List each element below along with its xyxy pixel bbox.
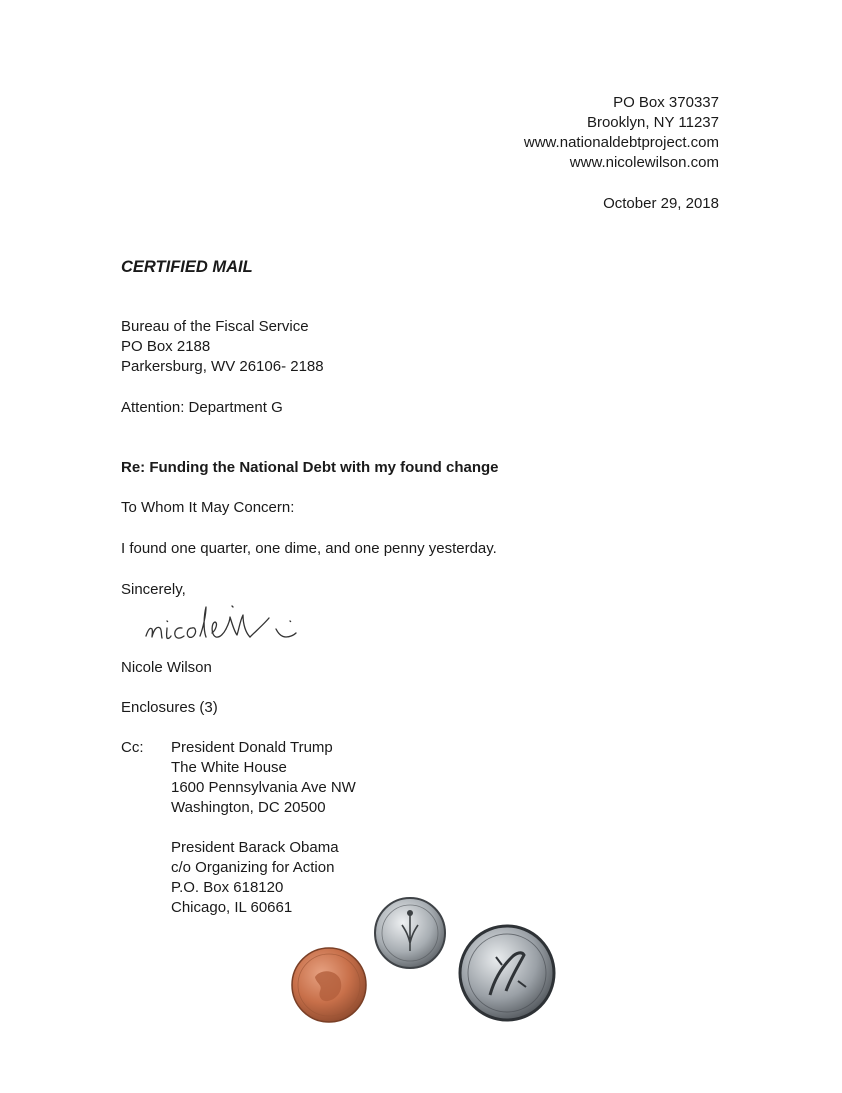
cc-recipient-line: President Barack Obama (171, 839, 339, 856)
dime-coin (375, 898, 445, 968)
recipient-address-line1: PO Box 2188 (121, 338, 211, 355)
closing: Sincerely, (121, 581, 186, 598)
cc-label: Cc: (121, 739, 144, 756)
penny-coin (292, 948, 366, 1022)
enclosures-note: Enclosures (3) (121, 699, 218, 716)
cc-recipient-1 (171, 738, 356, 818)
certified-mail-heading: CERTIFIED MAIL (121, 258, 253, 276)
enclosed-coins (280, 885, 580, 1051)
sender-address-line1: PO Box 370337 (613, 94, 719, 111)
letter-date: October 29, 2018 (603, 195, 719, 212)
recipient-address (121, 317, 324, 377)
signer-name: Nicole Wilson (121, 659, 212, 676)
sender-website-2: www.nicolewilson.com (569, 154, 719, 171)
cc-recipient-line: Chicago, IL 60661 (171, 899, 293, 916)
salutation: To Whom It May Concern: (121, 499, 295, 516)
quarter-coin (460, 926, 554, 1020)
cc-recipient-line: 1600 Pennsylvania Ave NW (171, 779, 356, 796)
letter-body: I found one quarter, one dime, and one penny yesterday. (121, 540, 497, 557)
cc-recipient-line: Washington, DC 20500 (171, 799, 326, 816)
cc-recipient-line: The White House (171, 759, 287, 776)
signature-scribble (140, 595, 325, 645)
coins-image (280, 885, 580, 1045)
handwritten-signature (140, 595, 325, 651)
subject-line: Re: Funding the National Debt with my found change (121, 459, 499, 476)
sender-address (524, 93, 719, 173)
cc-recipient-line: c/o Organizing for Action (171, 859, 335, 876)
recipient-name: Bureau of the Fiscal Service (121, 318, 309, 335)
cc-recipient-line: P.O. Box 618120 (171, 879, 284, 896)
sender-address-line2: Brooklyn, NY 11237 (586, 114, 719, 131)
attention-line: Attention: Department G (121, 399, 283, 416)
cc-recipient-line: President Donald Trump (171, 739, 333, 756)
sender-website-1: www.nationaldebtproject.com (523, 134, 719, 151)
recipient-address-line2: Parkersburg, WV 26106- 2188 (121, 358, 324, 375)
